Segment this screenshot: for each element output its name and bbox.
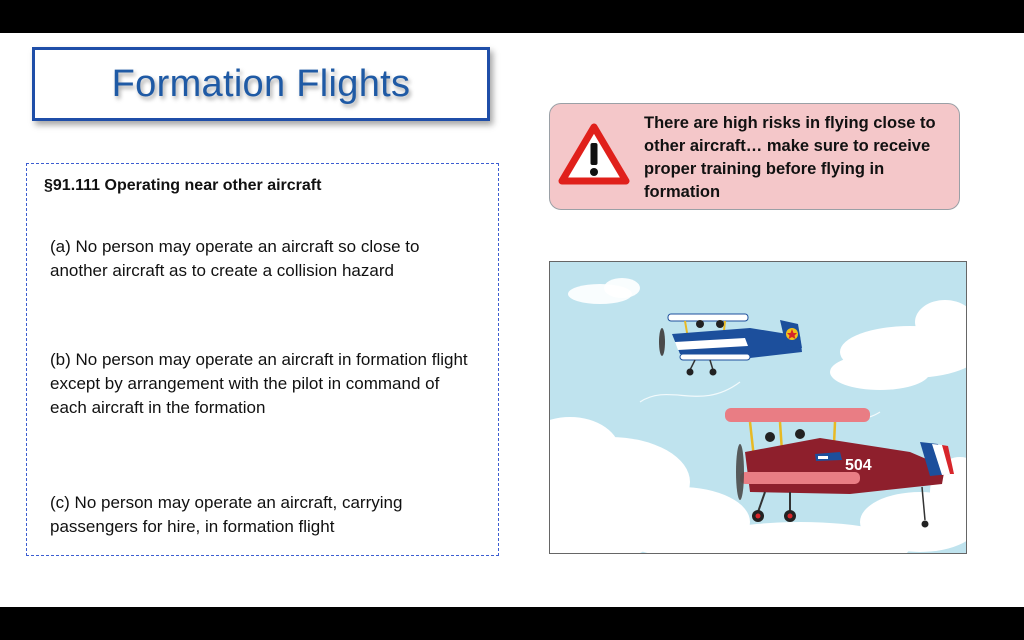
regulation-paragraph-b: (b) No person may operate an aircraft in formation flight except by arrangement with the pilot in command of each aircraft in the formation xyxy=(50,350,468,417)
regulation-box xyxy=(26,163,499,556)
biplanes-illustration xyxy=(549,261,967,554)
warning-callout xyxy=(549,103,960,210)
regulation-paragraph-c: (c) No person may operate an aircraft, carrying passengers for hire, in formation flight xyxy=(50,493,403,536)
plane-number: 504 xyxy=(845,457,872,474)
warning-text: There are high risks in flying close to other aircraft… make sure to receive proper training before flying in formation xyxy=(644,114,936,201)
warning-triangle-icon xyxy=(558,122,630,186)
regulation-paragraph-a: (a) No person may operate an aircraft so close to another aircraft as to create a collision hazard xyxy=(50,237,420,280)
slide-title: Formation Flights xyxy=(111,62,411,105)
regulation-heading: §91.111 Operating near other aircraft xyxy=(44,177,322,194)
slide xyxy=(0,33,1024,607)
title-box xyxy=(32,47,490,121)
